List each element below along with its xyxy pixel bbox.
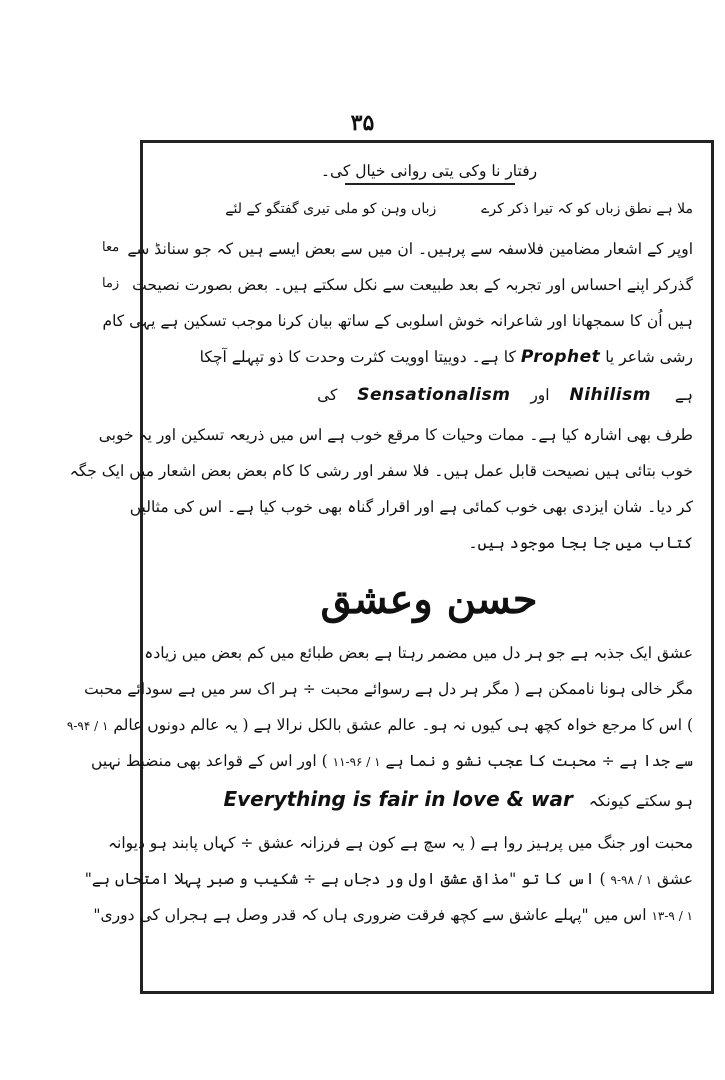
english-proverb: Everything is fair in love & war: [223, 787, 573, 811]
verse-reference: ۱۳-۹ / ۱: [651, 909, 693, 923]
paragraph-line: [165, 385, 693, 405]
couplet-line: [165, 199, 693, 219]
paragraph-line: [66, 715, 693, 736]
paragraph-line: کتاب میں جا بجا موجود ہیں۔: [468, 534, 693, 552]
paragraph-line: مگر خالی ہونا ناممکن ہے ( مگر ہر دل ہے رسوائے محبت ÷ ہر اک سر میں ہے سودائے محبت: [84, 680, 693, 698]
verse-reference: ۱۱-۹۶ / ۱: [332, 755, 381, 769]
paragraph-line: محبت اور جنگ میں پرہیز روا ہے ( یہ سچ ہے کون ہے فرزانہ عشق ÷ کہاں پابند ہو دیوانہ: [107, 834, 693, 852]
english-term-sensationalism: Sensationalism: [357, 385, 511, 405]
text-fragment: ہو سکتے کیونکہ: [588, 792, 693, 810]
english-term-nihilism: Nihilism: [569, 385, 651, 405]
verse-reference: ۹-۹۸ / ۱: [610, 873, 653, 887]
text-fragment: اس میں "پہلے عاشق سے کچھ فرقت ضروری ہاں کہ قدر وصل ہے ہجراں کی دوری": [93, 906, 647, 924]
margin-note: معا: [102, 240, 120, 255]
paragraph-line: گذرکر اپنے احساس اور تجربہ کے بعد طبیعت سے نکل سکتے ہیں۔ بعض بصورت نصیحت: [132, 276, 693, 294]
text-fragment: ) اس کا تو "مذاق عشق اول ور دجاں ہے ÷ شکیب و صبر پہلا امتحاں ہے": [84, 870, 606, 888]
paragraph-line: [91, 751, 693, 772]
paragraph-line: [84, 869, 693, 890]
text-fragment: عشق: [656, 870, 693, 888]
paragraph-line: ہیں اُن کا سمجھانا اور شاعرانہ خوش اسلوبی کے ساتھ بیان کرنا موجب تسکین ہے یہی کام: [102, 312, 693, 330]
couplet-second-hemistich: زباں وہن کو ملی تیری گفتگو کے لئے: [225, 201, 437, 217]
paragraph-line: [165, 789, 693, 811]
paragraph-line: [93, 905, 693, 926]
verse-reference: ۹-۹۴ / ۱: [66, 719, 109, 733]
paragraph-line: خوب بتائی ہیں نصیحت قابل عمل ہیں۔ فلا سفر اور رشی کا کام بعض بعض اشعار میں ایک جگہ: [69, 462, 693, 480]
page-number: ۳۵: [350, 110, 375, 136]
underline: [345, 183, 515, 185]
text-fragment: ) اس کا مرجع خواہ کچھ ہی کیوں نہ ہو۔ عالم عشق بالکل نرالا ہے ( یہ عالم دونوں عالم: [113, 716, 693, 734]
text-fragment: سے جدا ہے ÷ محبت کا عجب نشو و نما ہے: [385, 752, 693, 770]
text-fragment: اور: [530, 386, 550, 404]
text-fragment: کا ہے۔ دوییتا اوویت کثرت وحدت کا ذو تپہلے آچکا: [199, 348, 516, 366]
opening-line: رفتار نا وکی یتی روانی خیال کی۔: [320, 162, 538, 180]
margin-note: زما: [102, 276, 120, 291]
section-heading: حسن وعشق: [320, 576, 538, 623]
text-fragment: کی: [317, 386, 338, 404]
paragraph-line: اوپر کے اشعار مضامین فلاسفہ سے پرہیں۔ ان میں سے بعض ایسے ہیں کہ جو سنانڈ سے: [127, 240, 693, 258]
english-term-prophet: Prophet: [520, 347, 601, 367]
text-fragment: ہے: [674, 386, 693, 404]
paragraph-line: طرف بھی اشارہ کیا ہے۔ ممات وحیات کا مرقع خوب ہے اس میں ذریعہ تسکین اور یہ خوبی: [98, 426, 693, 444]
couplet-first-hemistich: ملا ہے نطق زباں کو کہ تیرا ذکر کرے: [481, 201, 693, 217]
paragraph-line: عشق ایک جذبہ ہے جو ہر دل میں مضمر رہتا ہے بعض طبائع میں کم بعض میں زیادہ: [144, 644, 693, 662]
text-fragment: رشی شاعر یا: [605, 348, 693, 366]
paragraph-line: کر دیا۔ شان ایزدی بھی خوب کمائی ہے اور اقرار گناہ بھی خوب کیا ہے۔ اس کی مثالیں: [129, 498, 693, 516]
paragraph-line: [165, 347, 693, 367]
text-fragment: ) اور اس کے قواعد بھی منضبط نہیں: [91, 752, 328, 770]
